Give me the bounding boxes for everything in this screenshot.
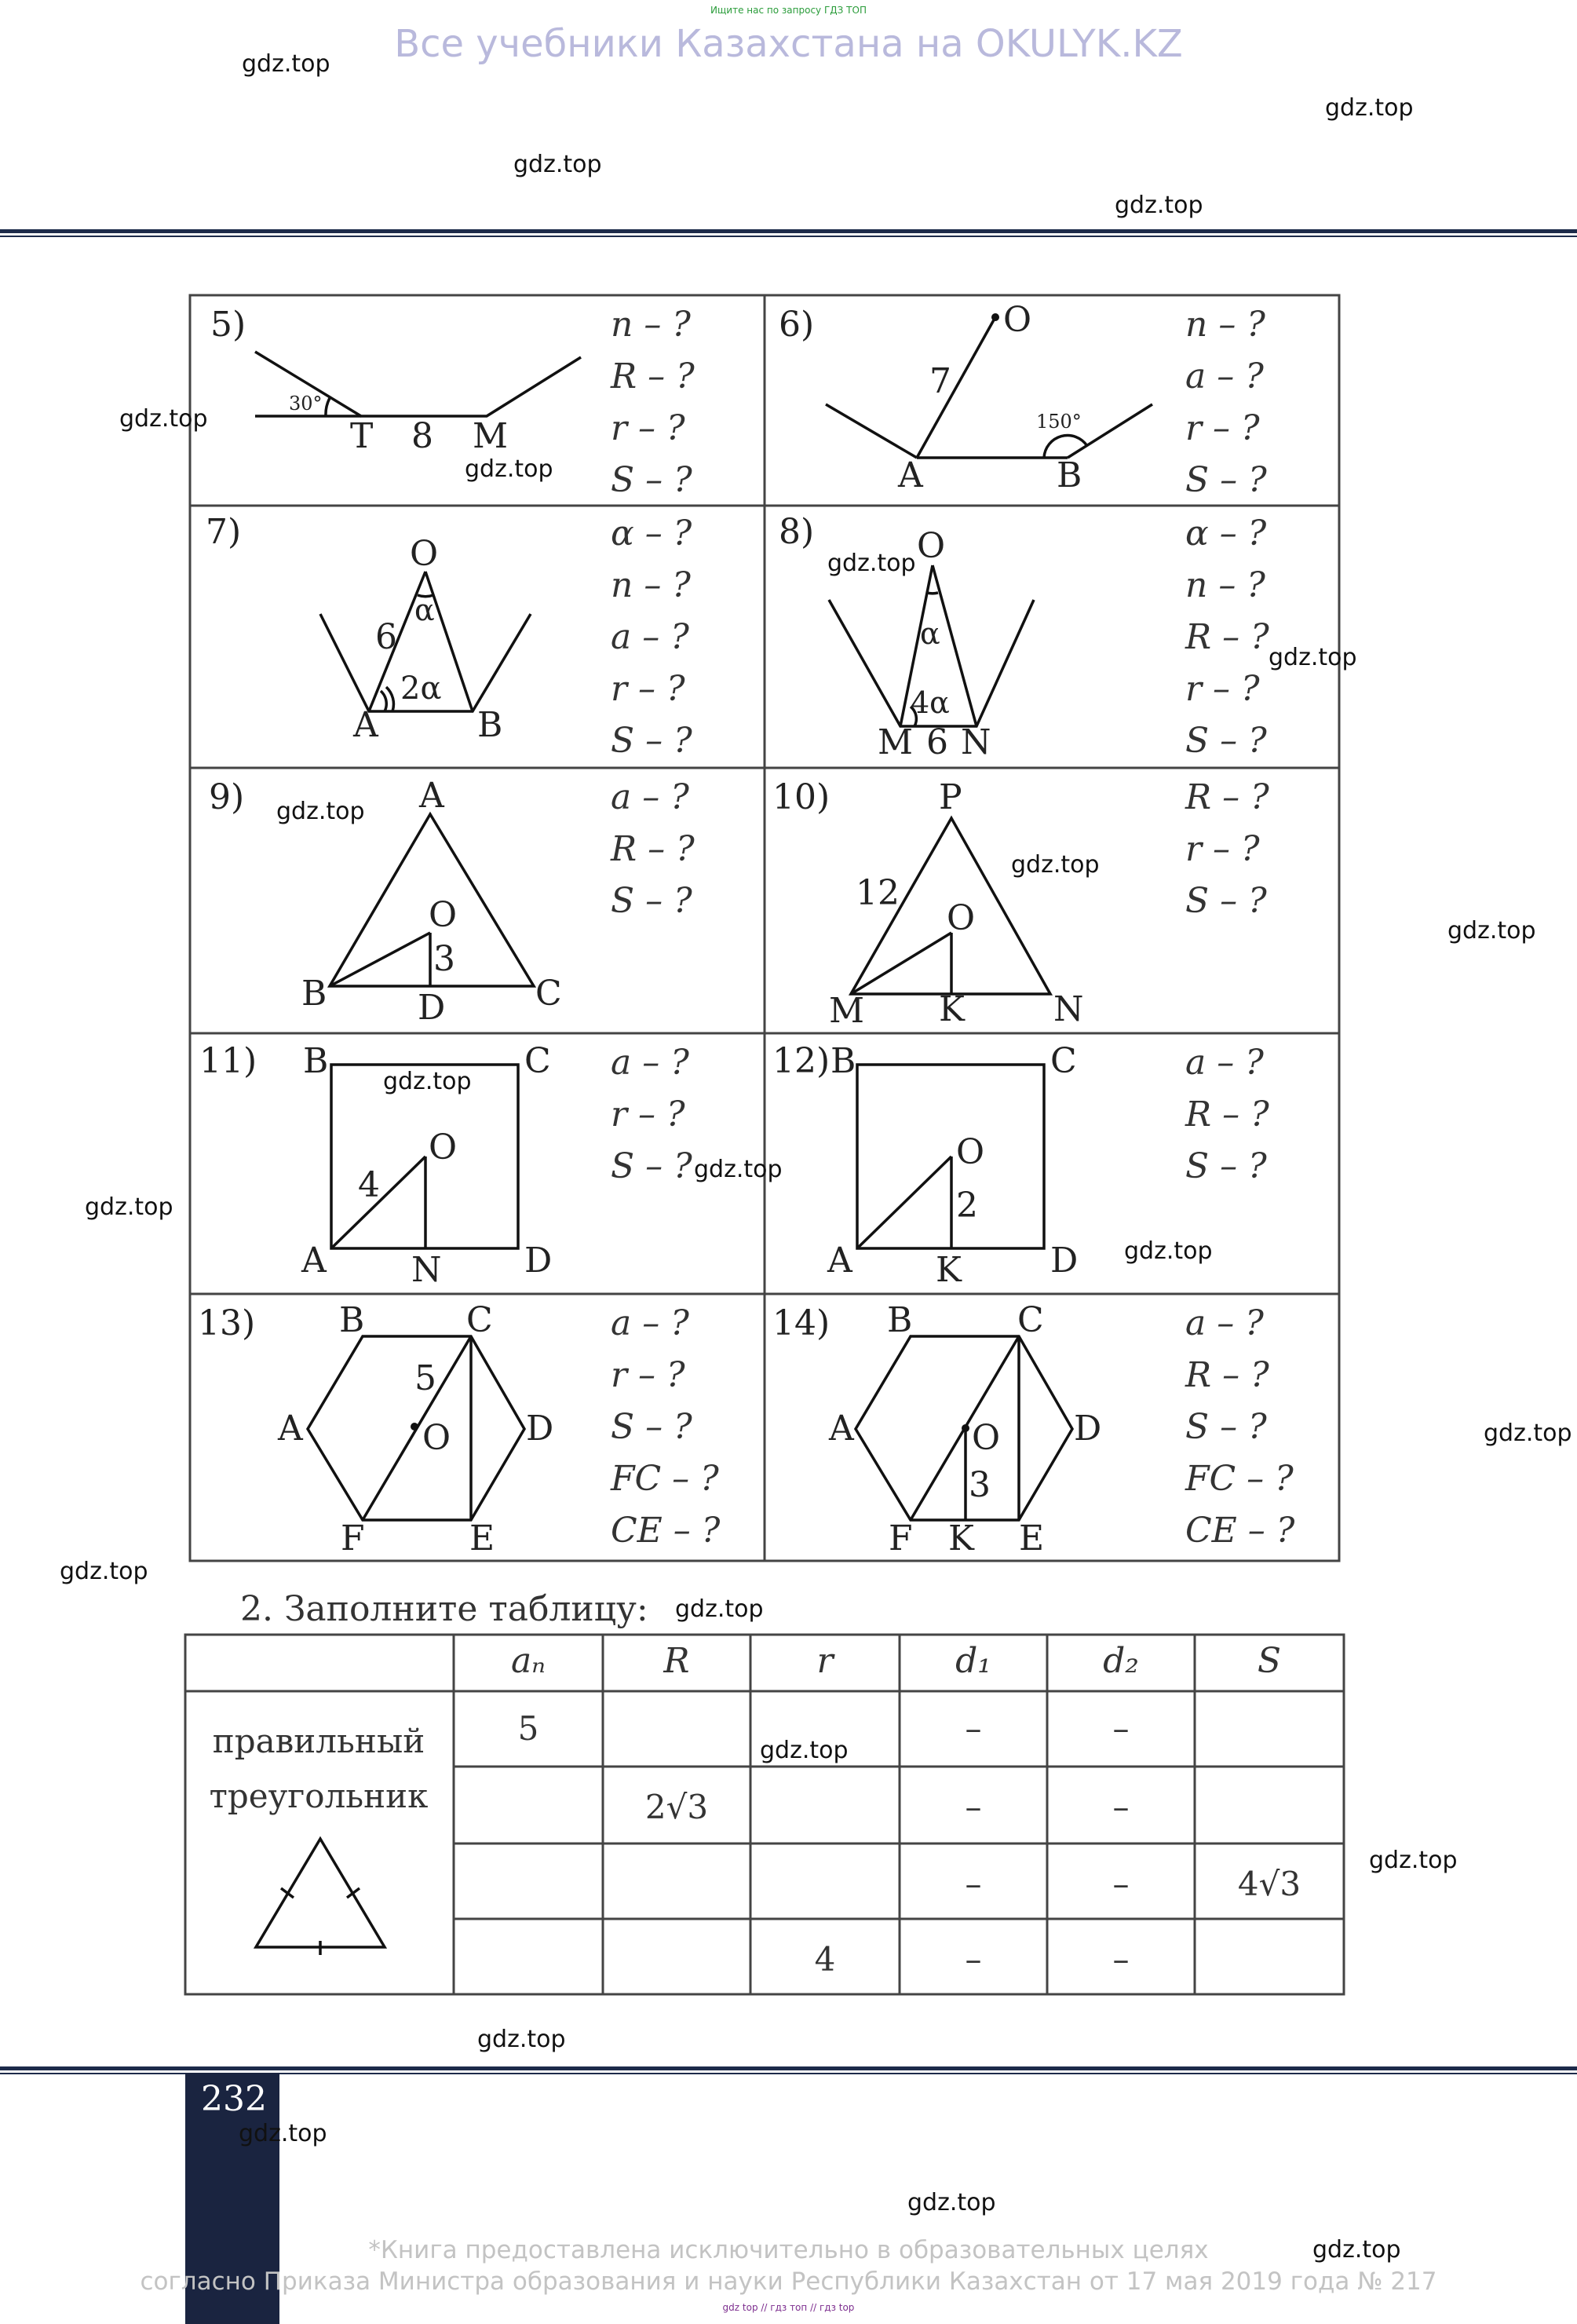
p7-question: r – ? <box>611 669 685 709</box>
p6-question: n – ? <box>1185 305 1265 345</box>
svg-text:α: α <box>920 616 940 651</box>
svg-text:B: B <box>339 1300 365 1340</box>
svg-text:B: B <box>301 974 327 1014</box>
watermark: gdz.top <box>513 151 602 178</box>
watermark: gdz.top <box>1269 644 1357 671</box>
svg-text:N: N <box>961 722 991 762</box>
svg-text:A: A <box>419 776 444 816</box>
svg-text:A: A <box>898 455 923 495</box>
svg-text:3: 3 <box>969 1465 991 1505</box>
svg-text:C: C <box>1050 1041 1077 1081</box>
svg-text:E: E <box>469 1518 495 1558</box>
table-cell: – <box>965 1709 982 1748</box>
svg-text:12: 12 <box>856 873 900 913</box>
svg-text:4: 4 <box>358 1165 380 1205</box>
svg-text:D: D <box>1074 1409 1102 1449</box>
svg-text:B: B <box>830 1041 856 1081</box>
table-cell: – <box>1112 1788 1130 1826</box>
task2-title: 2. Заполните таблицу: <box>240 1589 648 1629</box>
p14-question: a – ? <box>1185 1303 1264 1343</box>
p8-question: α – ? <box>1185 513 1267 554</box>
table-header-S: S <box>1257 1641 1282 1681</box>
table-cell: – <box>1112 1865 1130 1903</box>
table-cell: – <box>965 1865 982 1903</box>
p5-question: R – ? <box>611 356 695 396</box>
watermark: gdz.top <box>85 1193 173 1221</box>
p8-question: r – ? <box>1185 669 1260 709</box>
p10-number: 10) <box>772 777 830 817</box>
p13-number: 13) <box>198 1303 256 1343</box>
watermark: gdz.top <box>1312 2236 1401 2264</box>
p14-question: S – ? <box>1185 1407 1267 1447</box>
svg-text:O: O <box>956 1132 985 1172</box>
table-cell: – <box>965 1788 982 1826</box>
svg-text:7: 7 <box>929 361 951 401</box>
p10-question: R – ? <box>1185 777 1269 817</box>
footer-order: согласно Приказа Министра образования и науки Республики Казахстан от 17 мая 2019 года № 217 <box>140 2267 1437 2296</box>
svg-text:F: F <box>341 1518 365 1558</box>
svg-text:A: A <box>827 1241 852 1281</box>
p12-question: R – ? <box>1185 1094 1269 1135</box>
svg-text:A: A <box>353 705 378 745</box>
watermark: gdz.top <box>60 1558 148 1585</box>
table-cell: – <box>1112 1709 1130 1748</box>
p7-number: 7) <box>206 512 242 552</box>
svg-text:K: K <box>939 989 965 1029</box>
svg-text:3: 3 <box>433 939 455 979</box>
p8-number: 8) <box>779 512 815 552</box>
table-header-r: r <box>816 1641 834 1681</box>
p14-question: R – ? <box>1185 1355 1269 1395</box>
svg-text:N: N <box>411 1250 442 1290</box>
table-cell: 4√3 <box>1237 1865 1301 1903</box>
svg-text:A: A <box>829 1409 854 1449</box>
table-cell: – <box>965 1940 982 1979</box>
bottom-rule <box>0 2066 1577 2070</box>
p6-question: S – ? <box>1185 460 1267 500</box>
svg-text:α: α <box>414 593 435 627</box>
p9-question: S – ? <box>611 881 692 921</box>
p5-question: S – ? <box>611 460 692 500</box>
watermark: gdz.top <box>1325 94 1414 122</box>
svg-text:O: O <box>1003 300 1032 340</box>
p6-figure <box>917 317 995 458</box>
watermark: gdz.top <box>383 1068 472 1095</box>
svg-text:O: O <box>422 1418 451 1458</box>
watermark: gdz.top <box>1124 1237 1213 1265</box>
p13-question: CE – ? <box>611 1511 721 1551</box>
svg-text:C: C <box>535 974 562 1014</box>
table-header-d1: d₁ <box>955 1641 991 1681</box>
svg-text:O: O <box>917 526 946 566</box>
p11-question: r – ? <box>611 1094 685 1135</box>
watermark: gdz.top <box>1369 1847 1458 1874</box>
svg-text:O: O <box>972 1418 1001 1458</box>
watermark: gdz.top <box>1484 1420 1572 1447</box>
svg-text:O: O <box>429 1127 458 1167</box>
p7-question: n – ? <box>611 565 691 605</box>
table-cell: 5 <box>517 1709 539 1748</box>
svg-text:E: E <box>1019 1518 1045 1558</box>
svg-text:D: D <box>524 1241 553 1281</box>
watermark: gdz.top <box>694 1156 783 1183</box>
p6-number: 6) <box>779 305 815 345</box>
p11-question: S – ? <box>611 1146 692 1186</box>
svg-text:O: O <box>410 534 439 574</box>
svg-text:T: T <box>350 416 374 456</box>
page-number: 232 <box>201 2079 267 2119</box>
p5-question: n – ? <box>611 305 691 345</box>
p7-question: a – ? <box>611 617 689 657</box>
p11-question: a – ? <box>611 1043 689 1083</box>
svg-text:M: M <box>473 416 509 456</box>
svg-text:2α: 2α <box>400 671 442 707</box>
p13-question: r – ? <box>611 1355 685 1395</box>
p5-number: 5) <box>210 305 246 345</box>
table-header-R: R <box>663 1641 690 1681</box>
p8-question: n – ? <box>1185 565 1265 605</box>
watermark: gdz.top <box>242 50 330 78</box>
watermark: gdz.top <box>1447 917 1536 945</box>
watermark: gdz.top <box>276 798 365 825</box>
watermark: gdz.top <box>675 1595 764 1623</box>
equilateral-triangle-icon <box>256 1839 385 1955</box>
watermark: gdz.top <box>239 2120 327 2147</box>
table-header-d2: d₂ <box>1103 1641 1139 1681</box>
table-cell: 2√3 <box>644 1788 709 1826</box>
p11-number: 11) <box>199 1041 257 1081</box>
footer-links[interactable]: gdz top // гдз топ // гдз top <box>722 2302 855 2313</box>
p6-question: r – ? <box>1185 408 1260 448</box>
svg-text:30°: 30° <box>289 393 323 415</box>
row-label-line2: треугольник <box>209 1777 429 1815</box>
p5-question: r – ? <box>611 408 685 448</box>
p13-question: FC – ? <box>611 1459 719 1499</box>
watermark: gdz.top <box>465 455 553 483</box>
p14-question: FC – ? <box>1185 1459 1294 1499</box>
table-header-an: aₙ <box>510 1641 546 1681</box>
watermark: gdz.top <box>760 1737 849 1764</box>
svg-text:B: B <box>887 1300 913 1340</box>
svg-text:150°: 150° <box>1036 411 1082 433</box>
svg-text:6: 6 <box>926 722 948 762</box>
table-cell: – <box>1112 1940 1130 1979</box>
watermark: gdz.top <box>1115 192 1203 219</box>
svg-text:D: D <box>526 1409 554 1449</box>
svg-text:6: 6 <box>375 617 397 657</box>
svg-text:D: D <box>1050 1241 1079 1281</box>
svg-text:A: A <box>278 1409 303 1449</box>
p14-number: 14) <box>772 1303 830 1343</box>
p10-question: S – ? <box>1185 881 1267 921</box>
p14-question: CE – ? <box>1185 1511 1295 1551</box>
svg-text:A: A <box>301 1241 327 1281</box>
svg-text:B: B <box>303 1041 329 1081</box>
p12-question: a – ? <box>1185 1043 1264 1083</box>
svg-text:P: P <box>939 777 962 817</box>
watermark: gdz.top <box>119 405 208 433</box>
p7-question: S – ? <box>611 721 692 761</box>
p9-number: 9) <box>209 777 245 817</box>
svg-text:K: K <box>948 1518 974 1558</box>
svg-text:C: C <box>524 1041 551 1081</box>
table-cell: 4 <box>814 1940 836 1979</box>
svg-text:D: D <box>418 988 446 1028</box>
watermark: gdz.top <box>907 2189 996 2216</box>
svg-text:M: M <box>829 991 865 1031</box>
search-note: Ищите нас по запросу ГДЗ ТОП <box>710 5 867 16</box>
watermark: gdz.top <box>477 2026 566 2053</box>
p7-question: α – ? <box>611 513 692 554</box>
footer-disclaimer: *Книга предоставлена исключительно в образовательных целях <box>368 2236 1209 2264</box>
svg-text:F: F <box>889 1518 913 1558</box>
watermark: gdz.top <box>1011 851 1100 879</box>
svg-text:8: 8 <box>411 416 433 456</box>
p6-question: a – ? <box>1185 356 1264 396</box>
p13-question: S – ? <box>611 1407 692 1447</box>
svg-text:M: M <box>878 722 914 762</box>
site-title[interactable]: Все учебники Казахстана на OKULYK.KZ <box>394 22 1183 66</box>
svg-text:K: K <box>936 1250 962 1290</box>
p9-question: R – ? <box>611 829 695 869</box>
row-label-line1: правильный <box>212 1722 425 1760</box>
p12-number: 12) <box>772 1041 830 1081</box>
p9-question: a – ? <box>611 777 689 817</box>
svg-text:O: O <box>429 895 458 935</box>
svg-text:B: B <box>477 705 503 745</box>
svg-text:B: B <box>1057 455 1082 495</box>
svg-text:C: C <box>466 1300 493 1340</box>
svg-text:N: N <box>1053 989 1084 1029</box>
watermark: gdz.top <box>827 550 916 577</box>
svg-text:C: C <box>1017 1300 1044 1340</box>
p10-question: r – ? <box>1185 829 1260 869</box>
p13-question: a – ? <box>611 1303 689 1343</box>
p8-question: S – ? <box>1185 721 1267 761</box>
svg-text:2: 2 <box>956 1186 978 1226</box>
svg-text:5: 5 <box>414 1358 436 1398</box>
svg-text:O: O <box>947 898 976 938</box>
p12-question: S – ? <box>1185 1146 1267 1186</box>
svg-text:4α: 4α <box>911 685 950 720</box>
p8-question: R – ? <box>1185 617 1269 657</box>
